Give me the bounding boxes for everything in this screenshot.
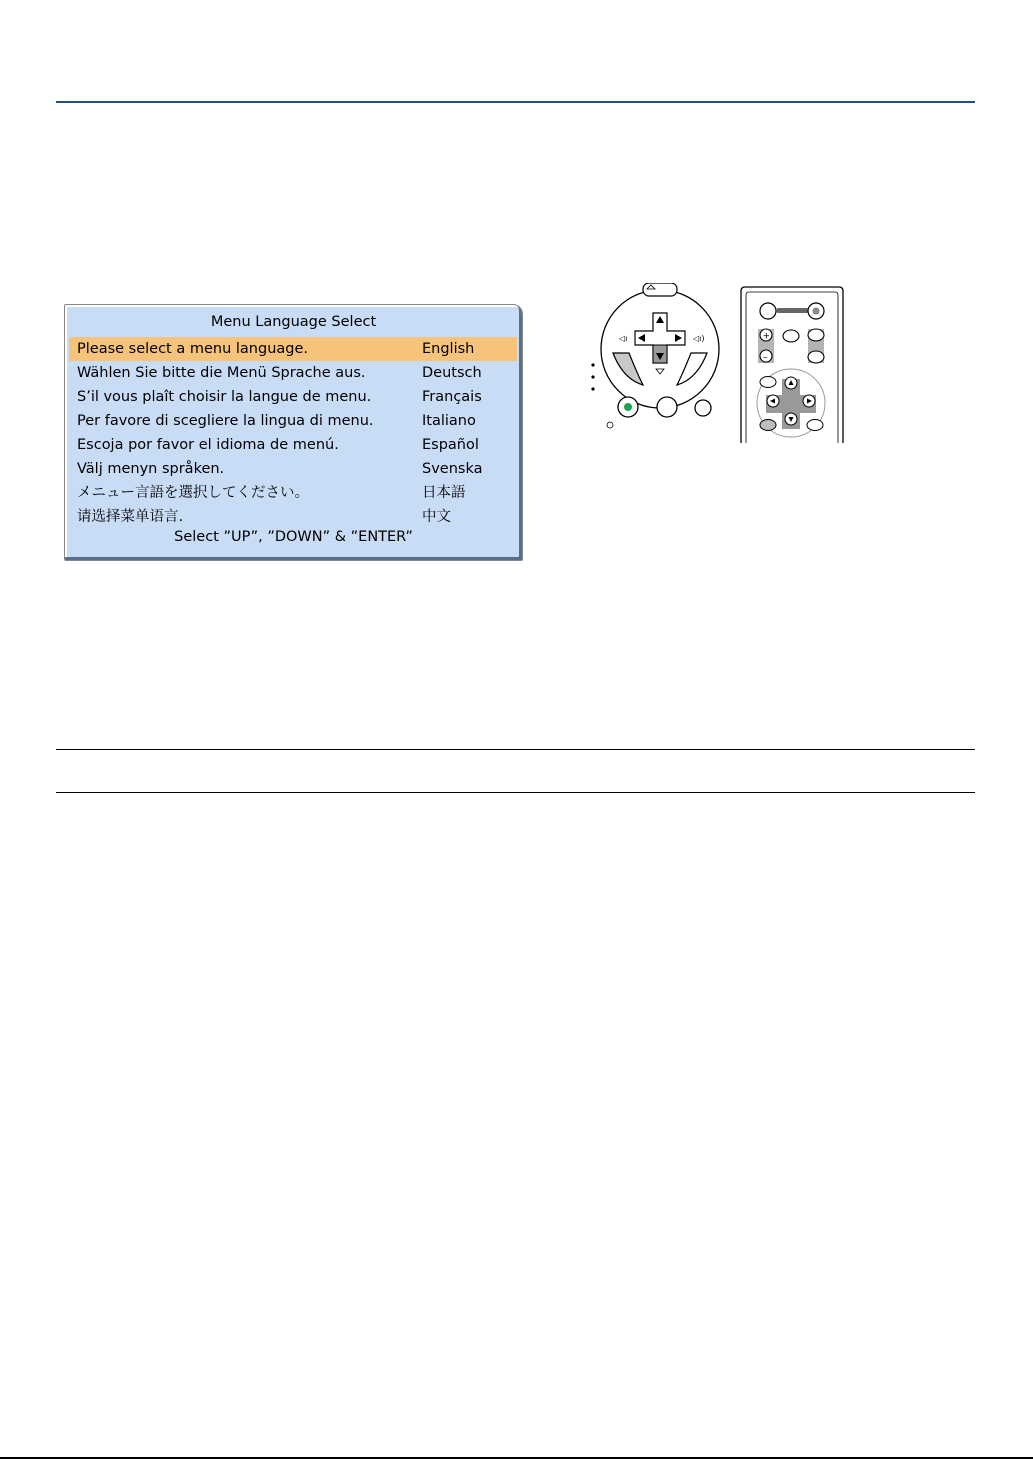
plus-icon: +	[762, 331, 771, 342]
language-option-espanol[interactable]	[69, 433, 517, 457]
remote-power-on-button[interactable]	[760, 303, 776, 319]
header-rule	[56, 101, 975, 103]
language-name: English	[422, 341, 475, 357]
menu-language-select-panel	[64, 304, 523, 561]
language-name: Italiano	[422, 413, 476, 429]
language-prompt: Välj menyn språken.	[77, 461, 225, 477]
language-prompt: Wählen Sie bitte die Menü Sprache aus.	[77, 365, 366, 381]
language-prompt: Per favore di scegliere la lingua di menu.	[77, 413, 374, 429]
remote-power-bar	[776, 308, 809, 313]
language-name: Svenska	[422, 461, 483, 477]
indicator-dot	[591, 363, 594, 366]
source-button[interactable]	[657, 397, 677, 417]
remote-picture-up-button[interactable]	[808, 329, 824, 341]
minus-icon: –	[763, 352, 768, 363]
menu-title: Menu Language Select	[210, 314, 377, 330]
language-option-chinese[interactable]	[69, 505, 517, 529]
remote-control	[741, 287, 843, 443]
language-option-francais[interactable]	[69, 385, 517, 409]
remote-picture-down-button[interactable]	[808, 351, 824, 363]
volume-up-icon: ◁ı)	[693, 334, 705, 343]
menu-button[interactable]	[643, 283, 677, 296]
language-name: 中文	[422, 509, 451, 525]
projector-control-panel	[591, 283, 719, 428]
language-name: Deutsch	[422, 365, 482, 381]
language-name: Español	[422, 437, 479, 453]
volume-down-icon: ◁ı	[619, 334, 628, 343]
remote-power-off-dot-icon	[813, 308, 820, 315]
remote-enter-button[interactable]	[760, 420, 776, 431]
language-option-english[interactable]	[69, 337, 517, 361]
section-rule	[56, 792, 975, 793]
section-rule	[56, 749, 975, 750]
language-option-italiano[interactable]	[69, 409, 517, 433]
language-option-deutsch[interactable]	[69, 361, 517, 385]
auto-adjust-button[interactable]	[695, 400, 711, 416]
language-option-svenska[interactable]	[69, 457, 517, 481]
menu-footer-instructions: Select ”UP”, ”DOWN” & ”ENTER”	[174, 529, 413, 545]
language-name: 日本語	[422, 485, 466, 501]
language-prompt: Escoja por favor el idioma de menú.	[77, 437, 339, 453]
language-prompt: 请选择菜单语言.	[77, 509, 184, 525]
language-name: Français	[422, 389, 482, 405]
indicator-dot	[591, 387, 594, 390]
remote-mute-button[interactable]	[783, 330, 799, 342]
language-prompt: メニュー言語を選択してください。	[77, 485, 309, 501]
indicator-dot	[591, 375, 594, 378]
power-indicator-icon	[624, 403, 632, 411]
remote-menu-button[interactable]	[760, 377, 776, 388]
remote-exit-button[interactable]	[807, 420, 823, 431]
power-symbol-icon	[607, 422, 613, 428]
language-option-japanese[interactable]	[69, 481, 517, 505]
controls-illustration	[585, 283, 847, 443]
language-prompt: S’il vous plaît choisir la langue de menu.	[77, 389, 372, 405]
language-prompt: Please select a menu language.	[77, 341, 309, 357]
